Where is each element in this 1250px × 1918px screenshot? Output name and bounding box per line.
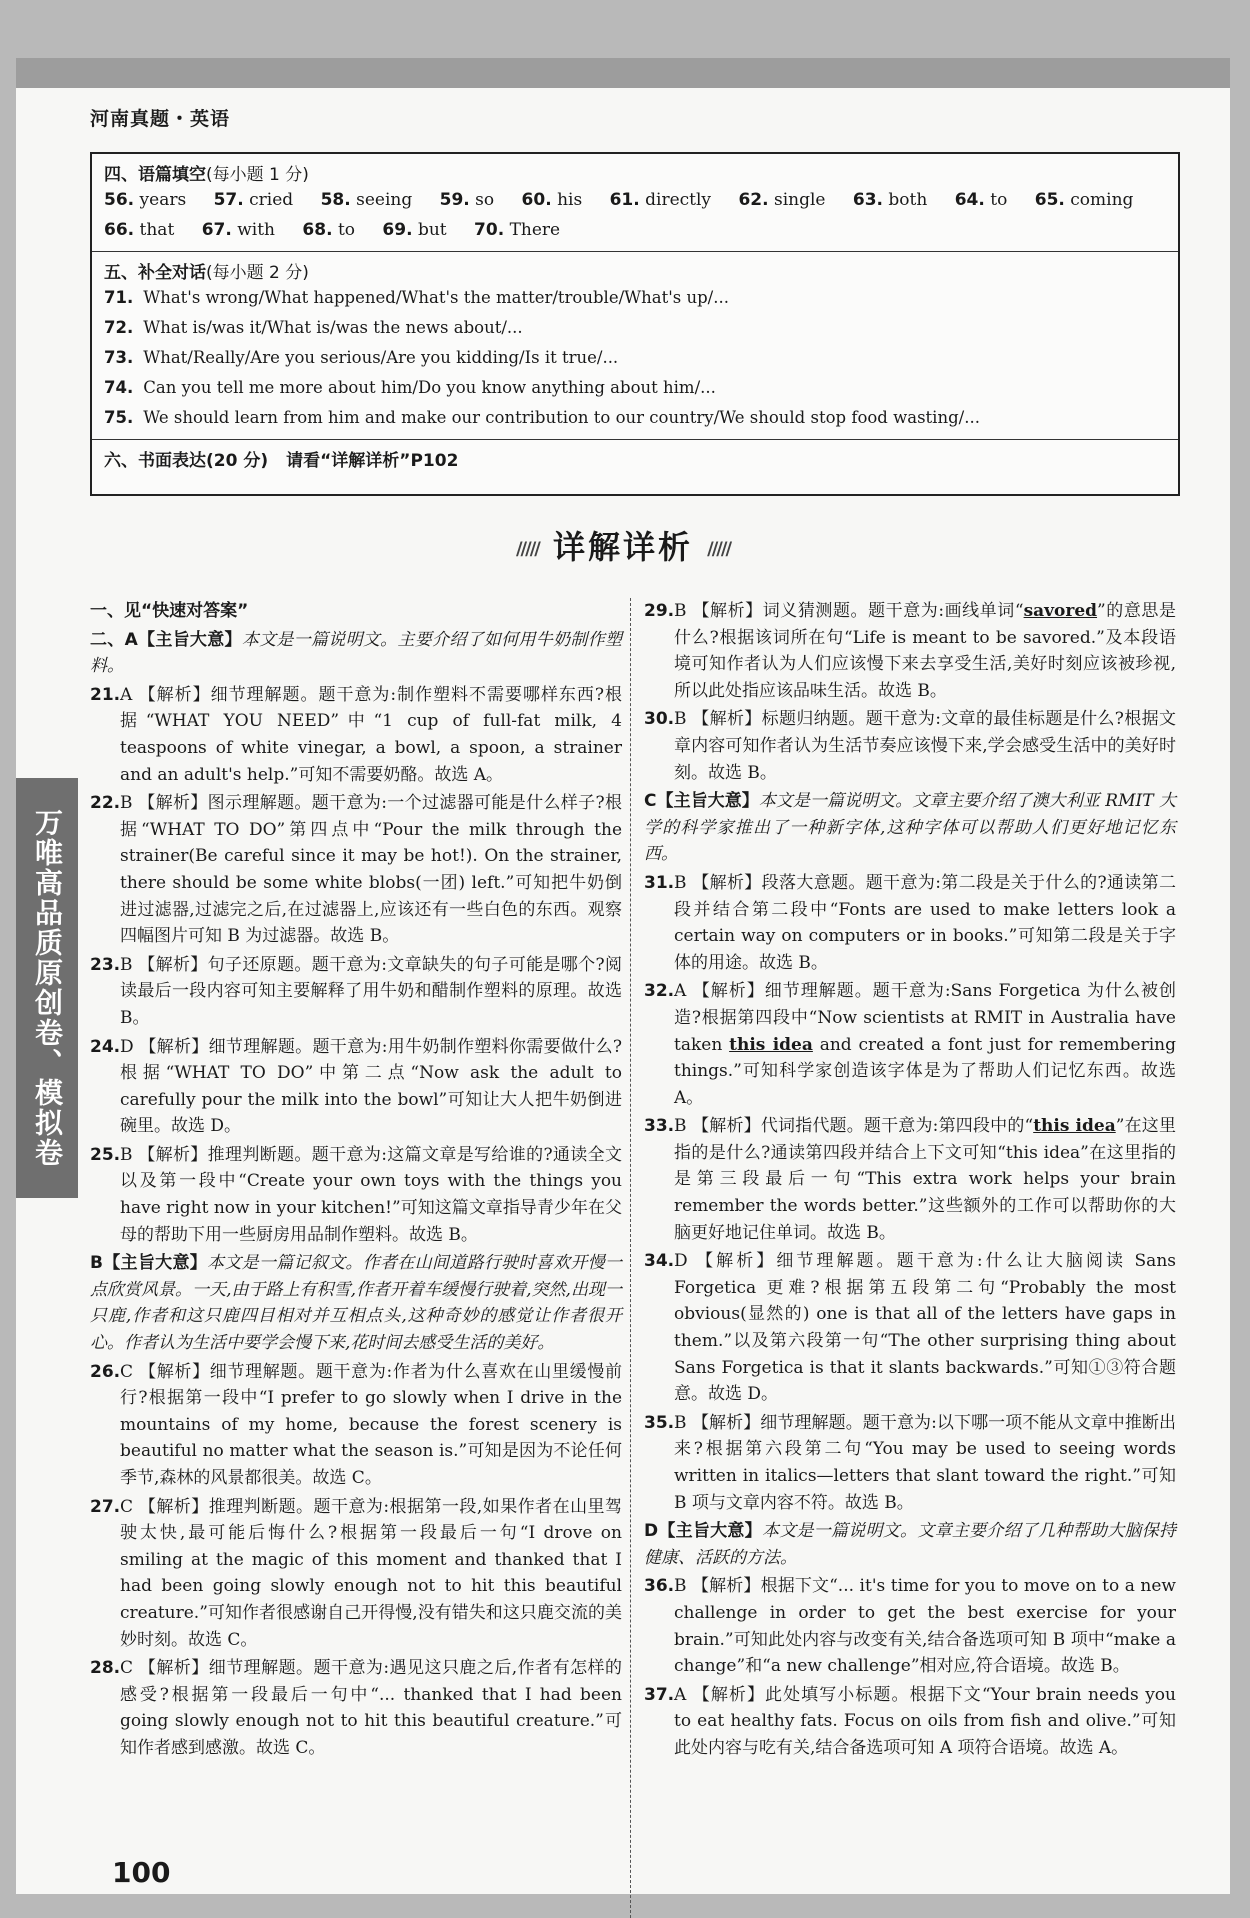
dialogue-answer: 73. What/Really/Are you serious/Are you kidding/Is it true/... [104,348,619,367]
explanation-27: 27.C 【解析】推理判断题。题干意为:根据第一段,如果作者在山里驾驶太快,最可能后悔什么?根据第一段最后一句“I drove on smiling at the magic of this moment and thanked that I had been going slowly enough not to hit this beautiful creature.”可知作者很感谢自己开得慢,没有错失和这只鹿交流的美妙时刻。故选 C。 [90,1496,622,1650]
section-6-ref: 请看“详解详析”P102 [286,451,459,471]
dialogue-answer: 72. What is/was it/What is/was the news about/... [104,318,523,337]
answer-item: 68. to [302,220,356,240]
explanation-30: 30.B 【解析】标题归纳题。题干意为:文章的最佳标题是什么?根据文章内容可知作者认为生活节奏应该慢下来,学会感受生活中的美好时刻。故选 B。 [644,709,1176,783]
page-number: 100 [112,1856,171,1889]
answer-item: 63. both [852,190,928,210]
section-6 [92,440,1178,477]
section-4 [92,154,1178,252]
explanation-34: 34.D 【解析】细节理解题。题干意为:什么让大脑阅读 Sans Forgetica 更难?根据第五段第二句“Probably the most obvious(显然的) one is that all of the letters have gaps in them.”以及第六段第一句“The other surprising thing about Sans Forgetica is that it slants backwards.”可知①③符合题意。故选 D。 [644,1251,1176,1405]
answer-box [90,152,1180,496]
explanation-35: 35.B 【解析】细节理解题。题干意为:以下哪一项不能从文章中推断出来?根据第六段第二句“You may be used to seeing words written in italics—letters that slant toward the right.”可知 B 项与文章内容不符。故选 B。 [644,1412,1176,1513]
passage-a-summary: 二、A【主旨大意】本文是一篇说明文。主要介绍了如何用牛奶制作塑料。 [90,629,622,677]
explanation-32: 32.A 【解析】细节理解题。题干意为:Sans Forgetica 为什么被创造?根据第四段中“Now scientists at RMIT in Australia have taken this idea and created a font just for remembering things.”可知科学家创造该字体是为了帮助人们记忆东西。故选 A。 [644,981,1176,1108]
explanation-36: 36.B 【解析】根据下文“... it's time for you to move on to a new challenge in order to get the best exercise for your brain.”可知此处内容与改变有关,结合备选项可知 B 项中“make a change”和“a new challenge”相对应,符合语境。故选 B。 [644,1576,1176,1677]
answer-item: 69. but [382,220,447,240]
section-1-note: 一、见“快速对答案” [90,601,249,621]
answer-item: 70. There [474,220,561,240]
column-divider [630,598,631,1918]
answer-item: 56. years [104,190,187,210]
explanation-28: 28.C 【解析】细节理解题。题干意为:遇见这只鹿之后,作者有怎样的感受?根据第一段最后一句中“... thanked that I had been going slowly enough not to hit this beautiful creature.”可知作者感到感激。故选 C。 [90,1658,622,1758]
answer-item: 65. coming [1034,190,1134,210]
section-5-title: 五、补全对话(每小题 2 分) [104,263,309,283]
dialogue-answer: 75. We should learn from him and make our contribution to our country/We should stop food wasting/... [104,408,980,427]
answer-item: 59. so [439,190,495,210]
explanation-26: 26.C 【解析】细节理解题。题干意为:作者为什么喜欢在山里缓慢前行?根据第一段中“I prefer to go slowly when I drive in the mountains of my home, because the forest scenery is beautiful no matter what the season is.”可知是因为不论任何季节,森林的风景都很美。故选 C。 [90,1361,622,1488]
explanation-33: 33.B 【解析】代词指代题。题干意为:第四段中的“this idea”在这里指的是什么?通读第四段并结合上下文可知“this idea”在这里指的是第三段最后一句“This extra work helps your brain remember the words better.”这些额外的工作可以帮助你的大脑更好地记住单词。故选 B。 [644,1116,1176,1243]
passage-d-summary: D【主旨大意】本文是一篇说明文。文章主要介绍了几种帮助大脑保持健康、活跃的方法。 [644,1521,1176,1568]
left-column [90,598,622,1764]
answer-item: 58. seeing [320,190,413,210]
answer-item: 62. single [738,190,826,210]
header-title: 河南真题・英语 [90,108,231,130]
section-4-title: 四、语篇填空(每小题 1 分) [104,165,309,185]
dialogue-answer: 71. What's wrong/What happened/What's the matter/trouble/What's up/... [104,288,729,307]
answer-item: 60. his [521,190,583,210]
explanation-23: 23.B 【解析】句子还原题。题干意为:文章缺失的句子可能是哪个?阅读最后一段内容可知主要解释了用牛奶和醋制作塑料的原理。故选 B。 [90,954,622,1028]
page [16,58,1230,1894]
explanation-31: 31.B 【解析】段落大意题。题干意为:第二段是关于什么的?通读第二段并结合第二段中“Fonts are used to make letters look a certain way on computers or in books.”可知第二段是关于字体的用途。故选 B。 [644,872,1176,973]
answer-item: 61. directly [609,190,712,210]
section-6-title: 六、书面表达(20 分) [104,451,269,471]
explanation-29: 29.B 【解析】词义猜测题。题干意为:画线单词“savored”的意思是什么?根据该词所在句“Life is meant to be savored.”及本段语境可知作者认为人们应该慢下来去享受生活,美好时刻应该被珍视,所以此处指应该品味生活。故选 B。 [644,601,1176,701]
explanation-22: 22.B 【解析】图示理解题。题干意为:一个过滤器可能是什么样子?根据“WHAT TO DO”第四点中“Pour the milk through the strainer(Be careful since it may be hot!). On the strainer, there should be some white blobs(一团) left.”可知把牛奶倒进过滤器,过滤完之后,在过滤器上,应该还有一些白色的东西。观察四幅图片可知 B 为过滤器。故选 B。 [90,793,622,947]
answer-item: 67. with [201,220,275,240]
explanation-37: 37.A 【解析】此处填写小标题。根据下文“Your brain needs you to eat healthy fats. Focus on oils from fish and olive.”可知此处内容与吃有关,结合备选项可知 A 项符合语境。故选 A。 [644,1684,1176,1758]
fill-row-1 [104,185,1166,215]
explanation-24: 24.D 【解析】细节理解题。题干意为:用牛奶制作塑料你需要做什么?根据“WHAT TO DO”中第二点“Now ask the adult to carefully pour the milk into the bowl”可知让大人把牛奶倒进碗里。故选 D。 [90,1036,622,1137]
answer-item: 64. to [954,190,1008,210]
fill-row-2 [104,215,1166,245]
explanation-25: 25.B 【解析】推理判断题。题干意为:这篇文章是写给谁的?通读全文以及第一段中“Create your own toys with the things you have right now in your kitchen!”可知这篇文章指导青少年在父母的帮助下用一些厨房用品制作塑料。故选 B。 [90,1144,622,1245]
section-5 [92,252,1178,440]
banner-title: ///// 详解详析 ///// [515,528,731,566]
right-column [644,598,1176,1764]
passage-b-summary: B【主旨大意】本文是一篇记叙文。作者在山间道路行驶时喜欢开慢一点欣赏风景。一天,由于路上有积雪,作者开着车缓慢行驶着,突然,出现一只鹿,作者和这只鹿四目相对并互相点头,这种奇妙的感觉让作者很开心。作者认为生活中要学会慢下来,花时间去感受生活的美好。 [90,1253,623,1354]
top-band [16,58,1230,88]
dialogue-answer: 74. Can you tell me more about him/Do you know anything about him/... [104,378,716,397]
answer-item: 57. cried [213,190,294,210]
explanation-21: 21.A 【解析】细节理解题。题干意为:制作塑料不需要哪样东西?根据“WHAT YOU NEED”中“1 cup of full-fat milk, 4 teaspoons of white vinegar, a bowl, a spoon, a strainer and an adult's help.”可知不需要奶酪。故选 A。 [90,684,622,785]
answer-item: 66. that [104,220,175,240]
sidebar-label: 万唯高品质原创卷、模拟卷 [16,778,78,1198]
passage-c-summary: C【主旨大意】本文是一篇说明文。文章主要介绍了澳大利亚 RMIT 大学的科学家推出了一种新字体,这种字体可以帮助人们更好地记忆东西。 [644,791,1176,865]
